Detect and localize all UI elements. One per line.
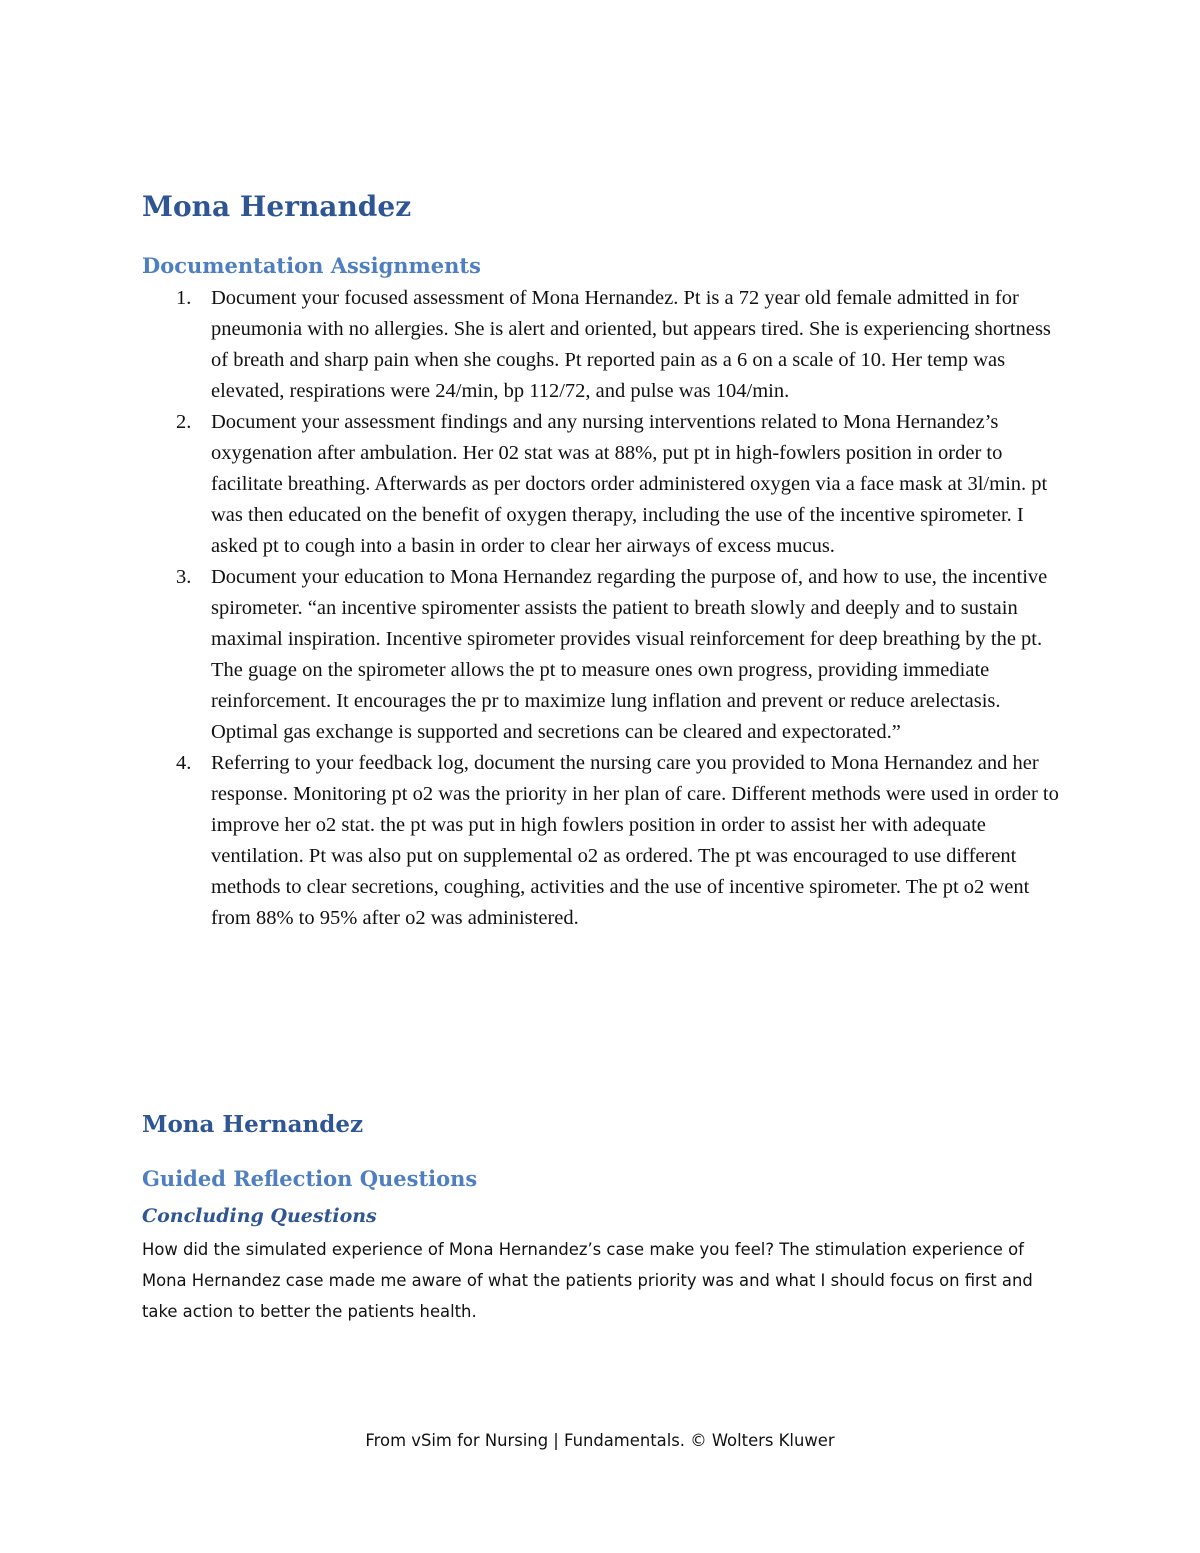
list-item-text: Document your education to Mona Hernandez regarding the purpose of, and how to use, the incentive spirometer. “an incentive spiromenter assists the patient to breath slowly and deeply and to sustain maximal inspiration. Incentive spirometer provides visual reinforcement for deep breathing by the pt. The guage on the spirometer allows the pt to measure ones own progress, providing immediate reinforcement. It encourages the pr to maximize lung inflation and prevent or reduce arelectasis. Optimal gas exchange is supported and secretions can be cleared and expectorated.” — [211, 566, 1048, 743]
section-title-second: Mona Hernandez — [142, 1111, 364, 1138]
list-item — [142, 283, 1062, 407]
section-heading-documentation: Documentation Assignments — [142, 253, 481, 278]
list-item-text: Document your assessment findings and any nursing interventions related to Mona Hernandez’s oxygenation after ambulation. Her 02 stat was at 88%, put pt in high-fowlers position in order to facilitate breathing. Afterwards as per doctors order administered oxygen via a face mask at 3l/min. pt was then educated on the benefit of oxygen therapy, including the use of the incentive spirometer. I asked pt to cough into a basin in order to clear her airways of excess mucus. — [211, 411, 1048, 557]
list-item-number: 3. — [176, 566, 192, 588]
list-item-text: Referring to your feedback log, document the nursing care you provided to Mona Hernandez and her response. Monitoring pt o2 was the priority in her plan of care. Different methods were used in order to improve her o2 stat. the pt was put in high fowlers position in order to assist her with adequate ventilation. Pt was also put on supplemental o2 as ordered. The pt was encouraged to use different methods to clear secretions, coughing, activities and the use of incentive spirometer. The pt o2 went from 88% to 95% after o2 was administered. — [211, 752, 1059, 929]
list-item — [142, 407, 1062, 562]
subheading-concluding-questions: Concluding Questions — [142, 1205, 377, 1227]
page-title: Mona Hernandez — [142, 190, 412, 223]
list-item-number: 2. — [176, 411, 192, 433]
reflection-paragraph: How did the simulated experience of Mona Hernandez’s case make you feel? The stimulation experience of Mona Hernandez case made me aware of what the patients priority was and what I should focus on first and take action to better the patients health. — [142, 1240, 1033, 1321]
list-item — [142, 562, 1062, 748]
section-heading-reflection: Guided Reflection Questions — [142, 1166, 478, 1191]
list-item-text: Document your focused assessment of Mona Hernandez. Pt is a 72 year old female admitted in for pneumonia with no allergies. She is alert and oriented, but appears tired. She is experiencing shortness of breath and sharp pain when she coughs. Pt reported pain as a 6 on a scale of 10. Her temp was elevated, respirations were 24/min, bp 112/72, and pulse was 104/min. — [211, 287, 1051, 402]
list-item-number: 4. — [176, 752, 192, 774]
list-item — [142, 748, 1062, 934]
assignment-list — [142, 283, 1062, 934]
page-footer: From vSim for Nursing | Fundamentals. © Wolters Kluwer — [365, 1431, 835, 1450]
list-item-number: 1. — [176, 287, 192, 309]
